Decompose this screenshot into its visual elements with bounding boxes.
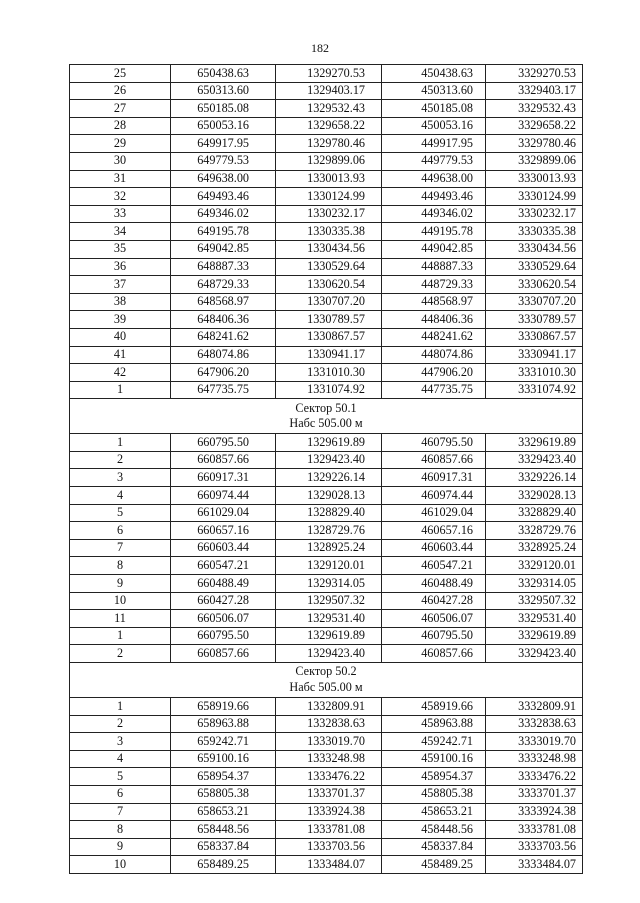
x-coordinate-cell: 660917.31 bbox=[171, 469, 276, 487]
point-number-cell: 37 bbox=[70, 276, 171, 294]
x-coordinate-cell: 660795.50 bbox=[171, 434, 276, 452]
x-msk-coordinate-cell: 449493.46 bbox=[382, 188, 486, 206]
x-coordinate-cell: 658489.25 bbox=[171, 856, 276, 874]
x-coordinate-cell: 649042.85 bbox=[171, 240, 276, 258]
x-msk-coordinate-cell: 460657.16 bbox=[382, 522, 486, 540]
point-number-cell: 1 bbox=[70, 698, 171, 716]
x-coordinate-cell: 647735.75 bbox=[171, 381, 276, 399]
y-coordinate-cell: 1330529.64 bbox=[276, 258, 382, 276]
sector-header-row bbox=[70, 663, 583, 698]
x-msk-coordinate-cell: 460427.28 bbox=[382, 592, 486, 610]
x-msk-coordinate-cell: 447906.20 bbox=[382, 364, 486, 382]
y-msk-coordinate-cell: 3329270.53 bbox=[486, 65, 583, 83]
x-coordinate-cell: 649195.78 bbox=[171, 223, 276, 241]
point-number-cell: 27 bbox=[70, 100, 171, 118]
point-number-cell: 4 bbox=[70, 487, 171, 505]
page-number: 182 bbox=[311, 41, 329, 55]
y-msk-coordinate-cell: 3330620.54 bbox=[486, 276, 583, 294]
x-coordinate-cell: 649917.95 bbox=[171, 135, 276, 153]
y-msk-coordinate-cell: 3329507.32 bbox=[486, 592, 583, 610]
x-coordinate-cell: 658337.84 bbox=[171, 838, 276, 856]
table-row bbox=[70, 170, 583, 188]
x-coordinate-cell: 658954.37 bbox=[171, 768, 276, 786]
x-msk-coordinate-cell: 458954.37 bbox=[382, 768, 486, 786]
x-msk-coordinate-cell: 450438.63 bbox=[382, 65, 486, 83]
x-coordinate-cell: 660547.21 bbox=[171, 557, 276, 575]
table-row bbox=[70, 487, 583, 505]
x-msk-coordinate-cell: 448568.97 bbox=[382, 293, 486, 311]
x-msk-coordinate-cell: 449779.53 bbox=[382, 152, 486, 170]
x-msk-coordinate-cell: 459100.16 bbox=[382, 750, 486, 768]
y-msk-coordinate-cell: 3329532.43 bbox=[486, 100, 583, 118]
y-msk-coordinate-cell: 3331010.30 bbox=[486, 364, 583, 382]
point-number-cell: 8 bbox=[70, 557, 171, 575]
table-row bbox=[70, 627, 583, 645]
point-number-cell: 7 bbox=[70, 539, 171, 557]
y-coordinate-cell: 1330335.38 bbox=[276, 223, 382, 241]
point-number-cell: 41 bbox=[70, 346, 171, 364]
x-coordinate-cell: 658919.66 bbox=[171, 698, 276, 716]
x-msk-coordinate-cell: 447735.75 bbox=[382, 381, 486, 399]
y-coordinate-cell: 1328729.76 bbox=[276, 522, 382, 540]
x-msk-coordinate-cell: 448406.36 bbox=[382, 311, 486, 329]
x-coordinate-cell: 660488.49 bbox=[171, 575, 276, 593]
y-coordinate-cell: 1329507.32 bbox=[276, 592, 382, 610]
y-coordinate-cell: 1330232.17 bbox=[276, 205, 382, 223]
table-row bbox=[70, 117, 583, 135]
point-number-cell: 2 bbox=[70, 645, 171, 663]
point-number-cell: 6 bbox=[70, 522, 171, 540]
x-msk-coordinate-cell: 460857.66 bbox=[382, 645, 486, 663]
point-number-cell: 10 bbox=[70, 856, 171, 874]
y-msk-coordinate-cell: 3329619.89 bbox=[486, 627, 583, 645]
x-msk-coordinate-cell: 460857.66 bbox=[382, 451, 486, 469]
y-coordinate-cell: 1330434.56 bbox=[276, 240, 382, 258]
point-number-cell: 29 bbox=[70, 135, 171, 153]
y-coordinate-cell: 1333248.98 bbox=[276, 750, 382, 768]
table-row bbox=[70, 750, 583, 768]
y-msk-coordinate-cell: 3333781.08 bbox=[486, 821, 583, 839]
point-number-cell: 2 bbox=[70, 451, 171, 469]
y-coordinate-cell: 1333484.07 bbox=[276, 856, 382, 874]
y-coordinate-cell: 1332838.63 bbox=[276, 715, 382, 733]
x-coordinate-cell: 660857.66 bbox=[171, 451, 276, 469]
x-msk-coordinate-cell: 460488.49 bbox=[382, 575, 486, 593]
y-msk-coordinate-cell: 3330707.20 bbox=[486, 293, 583, 311]
y-coordinate-cell: 1330941.17 bbox=[276, 346, 382, 364]
point-number-cell: 1 bbox=[70, 434, 171, 452]
table-row bbox=[70, 610, 583, 628]
point-number-cell: 38 bbox=[70, 293, 171, 311]
y-msk-coordinate-cell: 3330867.57 bbox=[486, 328, 583, 346]
x-msk-coordinate-cell: 460795.50 bbox=[382, 627, 486, 645]
x-coordinate-cell: 660657.16 bbox=[171, 522, 276, 540]
point-number-cell: 34 bbox=[70, 223, 171, 241]
point-number-cell: 39 bbox=[70, 311, 171, 329]
table-row bbox=[70, 645, 583, 663]
y-coordinate-cell: 1333924.38 bbox=[276, 803, 382, 821]
y-coordinate-cell: 1332809.91 bbox=[276, 698, 382, 716]
table-row bbox=[70, 135, 583, 153]
table-row bbox=[70, 698, 583, 716]
x-msk-coordinate-cell: 458963.88 bbox=[382, 715, 486, 733]
point-number-cell: 35 bbox=[70, 240, 171, 258]
x-msk-coordinate-cell: 458805.38 bbox=[382, 785, 486, 803]
y-msk-coordinate-cell: 3329314.05 bbox=[486, 575, 583, 593]
x-msk-coordinate-cell: 458919.66 bbox=[382, 698, 486, 716]
x-msk-coordinate-cell: 458489.25 bbox=[382, 856, 486, 874]
y-coordinate-cell: 1333019.70 bbox=[276, 733, 382, 751]
table-row bbox=[70, 276, 583, 294]
sector-title: Сектор 50.2 bbox=[295, 664, 357, 679]
sector-height: Набс 505.00 м bbox=[289, 680, 363, 694]
x-msk-coordinate-cell: 460547.21 bbox=[382, 557, 486, 575]
x-msk-coordinate-cell: 460795.50 bbox=[382, 434, 486, 452]
x-msk-coordinate-cell: 461029.04 bbox=[382, 504, 486, 522]
table-row bbox=[70, 328, 583, 346]
x-msk-coordinate-cell: 450185.08 bbox=[382, 100, 486, 118]
x-coordinate-cell: 660506.07 bbox=[171, 610, 276, 628]
table-row bbox=[70, 715, 583, 733]
sector-height: Набс 505.00 м bbox=[289, 416, 363, 431]
table-row bbox=[70, 100, 583, 118]
table-row bbox=[70, 65, 583, 83]
y-msk-coordinate-cell: 3333703.56 bbox=[486, 838, 583, 856]
y-msk-coordinate-cell: 3333476.22 bbox=[486, 768, 583, 786]
x-msk-coordinate-cell: 449917.95 bbox=[382, 135, 486, 153]
x-msk-coordinate-cell: 460974.44 bbox=[382, 487, 486, 505]
table-row bbox=[70, 293, 583, 311]
y-coordinate-cell: 1329619.89 bbox=[276, 434, 382, 452]
x-coordinate-cell: 648568.97 bbox=[171, 293, 276, 311]
y-msk-coordinate-cell: 3329226.14 bbox=[486, 469, 583, 487]
y-msk-coordinate-cell: 3333484.07 bbox=[486, 856, 583, 874]
y-coordinate-cell: 1331010.30 bbox=[276, 364, 382, 382]
x-coordinate-cell: 650438.63 bbox=[171, 65, 276, 83]
point-number-cell: 5 bbox=[70, 768, 171, 786]
sector-header-cell bbox=[70, 663, 583, 698]
y-coordinate-cell: 1330867.57 bbox=[276, 328, 382, 346]
y-msk-coordinate-cell: 3329423.40 bbox=[486, 645, 583, 663]
y-coordinate-cell: 1333701.37 bbox=[276, 785, 382, 803]
y-msk-coordinate-cell: 3330529.64 bbox=[486, 258, 583, 276]
x-coordinate-cell: 660427.28 bbox=[171, 592, 276, 610]
y-msk-coordinate-cell: 3332838.63 bbox=[486, 715, 583, 733]
y-msk-coordinate-cell: 3329780.46 bbox=[486, 135, 583, 153]
x-coordinate-cell: 660857.66 bbox=[171, 645, 276, 663]
point-number-cell: 36 bbox=[70, 258, 171, 276]
y-msk-coordinate-cell: 3328729.76 bbox=[486, 522, 583, 540]
x-coordinate-cell: 658653.21 bbox=[171, 803, 276, 821]
y-msk-coordinate-cell: 3329423.40 bbox=[486, 451, 583, 469]
x-coordinate-cell: 659242.71 bbox=[171, 733, 276, 751]
x-coordinate-cell: 647906.20 bbox=[171, 364, 276, 382]
x-coordinate-cell: 658963.88 bbox=[171, 715, 276, 733]
x-msk-coordinate-cell: 448887.33 bbox=[382, 258, 486, 276]
table-row bbox=[70, 346, 583, 364]
y-msk-coordinate-cell: 3329531.40 bbox=[486, 610, 583, 628]
x-coordinate-cell: 660603.44 bbox=[171, 539, 276, 557]
point-number-cell: 25 bbox=[70, 65, 171, 83]
y-msk-coordinate-cell: 3330232.17 bbox=[486, 205, 583, 223]
point-number-cell: 40 bbox=[70, 328, 171, 346]
x-coordinate-cell: 650185.08 bbox=[171, 100, 276, 118]
y-msk-coordinate-cell: 3329899.06 bbox=[486, 152, 583, 170]
x-msk-coordinate-cell: 448074.86 bbox=[382, 346, 486, 364]
x-msk-coordinate-cell: 449195.78 bbox=[382, 223, 486, 241]
x-msk-coordinate-cell: 450313.60 bbox=[382, 82, 486, 100]
y-coordinate-cell: 1329658.22 bbox=[276, 117, 382, 135]
x-msk-coordinate-cell: 460917.31 bbox=[382, 469, 486, 487]
table-row bbox=[70, 188, 583, 206]
sector-header-cell bbox=[70, 399, 583, 434]
y-msk-coordinate-cell: 3330789.57 bbox=[486, 311, 583, 329]
table-row bbox=[70, 733, 583, 751]
table-row bbox=[70, 856, 583, 874]
y-coordinate-cell: 1329403.17 bbox=[276, 82, 382, 100]
y-coordinate-cell: 1333703.56 bbox=[276, 838, 382, 856]
y-coordinate-cell: 1329899.06 bbox=[276, 152, 382, 170]
x-msk-coordinate-cell: 458448.56 bbox=[382, 821, 486, 839]
y-coordinate-cell: 1330620.54 bbox=[276, 276, 382, 294]
point-number-cell: 33 bbox=[70, 205, 171, 223]
x-msk-coordinate-cell: 458653.21 bbox=[382, 803, 486, 821]
y-msk-coordinate-cell: 3329619.89 bbox=[486, 434, 583, 452]
y-msk-coordinate-cell: 3333248.98 bbox=[486, 750, 583, 768]
point-number-cell: 6 bbox=[70, 785, 171, 803]
x-msk-coordinate-cell: 459242.71 bbox=[382, 733, 486, 751]
table-row bbox=[70, 539, 583, 557]
y-msk-coordinate-cell: 3330941.17 bbox=[486, 346, 583, 364]
point-number-cell: 3 bbox=[70, 733, 171, 751]
x-coordinate-cell: 649779.53 bbox=[171, 152, 276, 170]
y-coordinate-cell: 1329120.01 bbox=[276, 557, 382, 575]
y-coordinate-cell: 1329780.46 bbox=[276, 135, 382, 153]
point-number-cell: 11 bbox=[70, 610, 171, 628]
table-row bbox=[70, 152, 583, 170]
table-row bbox=[70, 364, 583, 382]
y-coordinate-cell: 1329531.40 bbox=[276, 610, 382, 628]
table-row bbox=[70, 768, 583, 786]
x-coordinate-cell: 648241.62 bbox=[171, 328, 276, 346]
point-number-cell: 7 bbox=[70, 803, 171, 821]
y-msk-coordinate-cell: 3331074.92 bbox=[486, 381, 583, 399]
point-number-cell: 4 bbox=[70, 750, 171, 768]
x-coordinate-cell: 659100.16 bbox=[171, 750, 276, 768]
table-row bbox=[70, 504, 583, 522]
y-msk-coordinate-cell: 3330124.99 bbox=[486, 188, 583, 206]
y-msk-coordinate-cell: 3333924.38 bbox=[486, 803, 583, 821]
coordinates-table bbox=[69, 64, 583, 874]
x-coordinate-cell: 650053.16 bbox=[171, 117, 276, 135]
x-coordinate-cell: 658448.56 bbox=[171, 821, 276, 839]
x-coordinate-cell: 648406.36 bbox=[171, 311, 276, 329]
x-msk-coordinate-cell: 458337.84 bbox=[382, 838, 486, 856]
y-msk-coordinate-cell: 3330335.38 bbox=[486, 223, 583, 241]
point-number-cell: 1 bbox=[70, 381, 171, 399]
table-row bbox=[70, 240, 583, 258]
table-row bbox=[70, 82, 583, 100]
table-row bbox=[70, 469, 583, 487]
x-coordinate-cell: 661029.04 bbox=[171, 504, 276, 522]
table-row bbox=[70, 311, 583, 329]
sector-title: Сектор 50.1 bbox=[295, 400, 357, 415]
point-number-cell: 32 bbox=[70, 188, 171, 206]
y-coordinate-cell: 1333781.08 bbox=[276, 821, 382, 839]
x-coordinate-cell: 650313.60 bbox=[171, 82, 276, 100]
point-number-cell: 42 bbox=[70, 364, 171, 382]
y-msk-coordinate-cell: 3329120.01 bbox=[486, 557, 583, 575]
y-coordinate-cell: 1329532.43 bbox=[276, 100, 382, 118]
y-msk-coordinate-cell: 3329403.17 bbox=[486, 82, 583, 100]
y-coordinate-cell: 1328925.24 bbox=[276, 539, 382, 557]
x-coordinate-cell: 648729.33 bbox=[171, 276, 276, 294]
x-coordinate-cell: 660795.50 bbox=[171, 627, 276, 645]
table-row bbox=[70, 575, 583, 593]
x-coordinate-cell: 649638.00 bbox=[171, 170, 276, 188]
y-coordinate-cell: 1330013.93 bbox=[276, 170, 382, 188]
point-number-cell: 28 bbox=[70, 117, 171, 135]
y-coordinate-cell: 1330789.57 bbox=[276, 311, 382, 329]
table-row bbox=[70, 381, 583, 399]
x-coordinate-cell: 649346.02 bbox=[171, 205, 276, 223]
y-msk-coordinate-cell: 3332809.91 bbox=[486, 698, 583, 716]
y-coordinate-cell: 1329226.14 bbox=[276, 469, 382, 487]
x-msk-coordinate-cell: 460603.44 bbox=[382, 539, 486, 557]
table-row bbox=[70, 557, 583, 575]
y-coordinate-cell: 1330707.20 bbox=[276, 293, 382, 311]
x-coordinate-cell: 648074.86 bbox=[171, 346, 276, 364]
y-msk-coordinate-cell: 3329658.22 bbox=[486, 117, 583, 135]
x-msk-coordinate-cell: 448729.33 bbox=[382, 276, 486, 294]
y-coordinate-cell: 1330124.99 bbox=[276, 188, 382, 206]
y-coordinate-cell: 1329314.05 bbox=[276, 575, 382, 593]
y-coordinate-cell: 1329270.53 bbox=[276, 65, 382, 83]
table-row bbox=[70, 223, 583, 241]
y-coordinate-cell: 1328829.40 bbox=[276, 504, 382, 522]
point-number-cell: 5 bbox=[70, 504, 171, 522]
point-number-cell: 9 bbox=[70, 838, 171, 856]
y-msk-coordinate-cell: 3328829.40 bbox=[486, 504, 583, 522]
y-msk-coordinate-cell: 3329028.13 bbox=[486, 487, 583, 505]
point-number-cell: 8 bbox=[70, 821, 171, 839]
table-row bbox=[70, 205, 583, 223]
table-row bbox=[70, 785, 583, 803]
sector-header-row bbox=[70, 399, 583, 434]
table-row bbox=[70, 522, 583, 540]
x-coordinate-cell: 658805.38 bbox=[171, 785, 276, 803]
point-number-cell: 1 bbox=[70, 627, 171, 645]
table-row bbox=[70, 803, 583, 821]
point-number-cell: 9 bbox=[70, 575, 171, 593]
y-msk-coordinate-cell: 3330434.56 bbox=[486, 240, 583, 258]
y-msk-coordinate-cell: 3330013.93 bbox=[486, 170, 583, 188]
x-coordinate-cell: 648887.33 bbox=[171, 258, 276, 276]
y-msk-coordinate-cell: 3333019.70 bbox=[486, 733, 583, 751]
point-number-cell: 3 bbox=[70, 469, 171, 487]
point-number-cell: 31 bbox=[70, 170, 171, 188]
coordinates-table-body bbox=[70, 65, 583, 874]
y-coordinate-cell: 1329423.40 bbox=[276, 451, 382, 469]
x-msk-coordinate-cell: 449638.00 bbox=[382, 170, 486, 188]
point-number-cell: 10 bbox=[70, 592, 171, 610]
table-row bbox=[70, 451, 583, 469]
y-coordinate-cell: 1329423.40 bbox=[276, 645, 382, 663]
table-row bbox=[70, 821, 583, 839]
table-row bbox=[70, 258, 583, 276]
y-coordinate-cell: 1329028.13 bbox=[276, 487, 382, 505]
y-coordinate-cell: 1333476.22 bbox=[276, 768, 382, 786]
x-msk-coordinate-cell: 448241.62 bbox=[382, 328, 486, 346]
x-coordinate-cell: 649493.46 bbox=[171, 188, 276, 206]
table-row bbox=[70, 434, 583, 452]
point-number-cell: 26 bbox=[70, 82, 171, 100]
x-msk-coordinate-cell: 449346.02 bbox=[382, 205, 486, 223]
x-msk-coordinate-cell: 460506.07 bbox=[382, 610, 486, 628]
table-row bbox=[70, 838, 583, 856]
x-msk-coordinate-cell: 450053.16 bbox=[382, 117, 486, 135]
point-number-cell: 2 bbox=[70, 715, 171, 733]
y-msk-coordinate-cell: 3328925.24 bbox=[486, 539, 583, 557]
x-coordinate-cell: 660974.44 bbox=[171, 487, 276, 505]
y-msk-coordinate-cell: 3333701.37 bbox=[486, 785, 583, 803]
x-msk-coordinate-cell: 449042.85 bbox=[382, 240, 486, 258]
table-row bbox=[70, 592, 583, 610]
y-coordinate-cell: 1331074.92 bbox=[276, 381, 382, 399]
point-number-cell: 30 bbox=[70, 152, 171, 170]
y-coordinate-cell: 1329619.89 bbox=[276, 627, 382, 645]
